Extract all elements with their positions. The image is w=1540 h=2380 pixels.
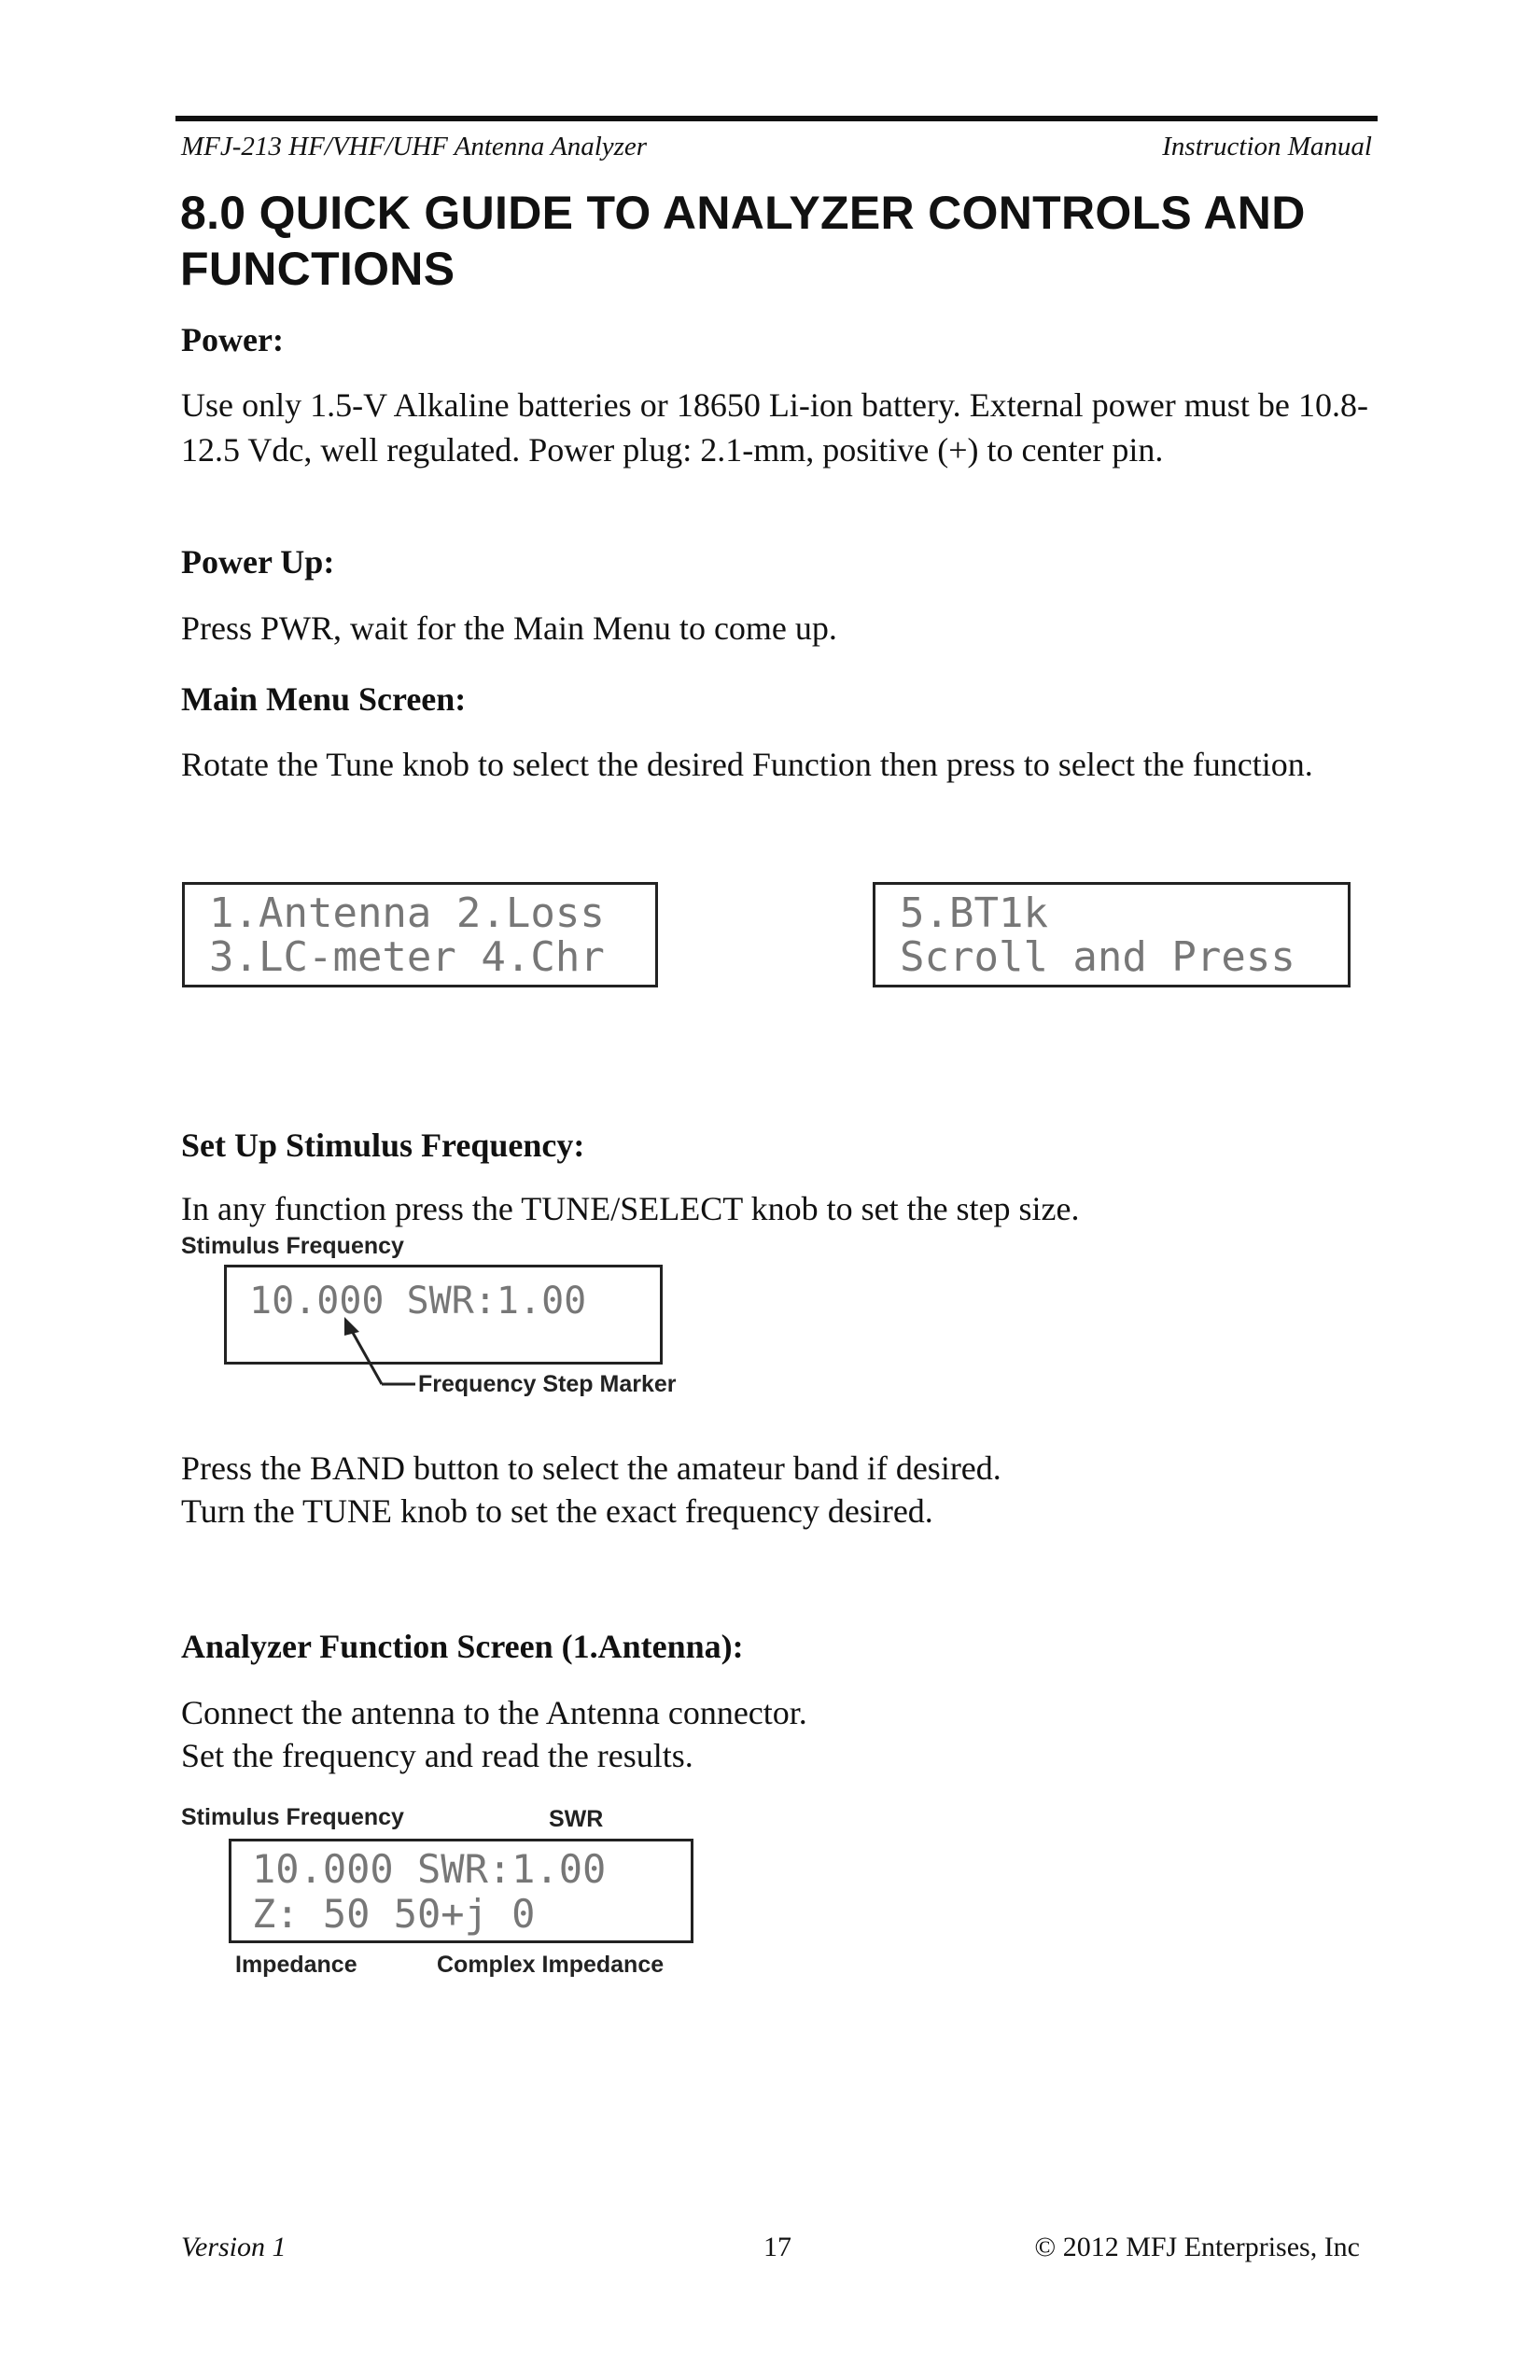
lcd-line: Scroll and Press [900, 933, 1295, 981]
lcd-line: Z: 50 50+j 0 [252, 1891, 536, 1937]
header-manual-title: MFJ-213 HF/VHF/UHF Antenna Analyzer [181, 132, 648, 161]
power-up-text: Press PWR, wait for the Main Menu to come up. [181, 609, 837, 647]
lcd-main-menu-page1 [182, 882, 658, 987]
main-menu-text: Rotate the Tune knob to select the desired Function then press to select the function. [181, 746, 1313, 783]
power-text: Use only 1.5-V Alkaline batteries or 18650 Li-ion battery. External power must be 10.8-12.5 Vdc, well regulated. Power plug: 2.1-mm, positive (+) to center pin. [181, 386, 1368, 469]
stimulus-frequency-label: Stimulus Frequency [181, 1233, 404, 1259]
complex-impedance-label: Complex Impedance [437, 1952, 665, 1978]
page-number: 17 [763, 2232, 791, 2262]
stimulus-text: In any function press the TUNE/SELECT knob to set the step size. [181, 1190, 1080, 1227]
impedance-label: Impedance [235, 1952, 357, 1978]
analyzer-connect-instruction: Connect the antenna to the Antenna connector. [181, 1694, 807, 1731]
lcd-stimulus-frequency [224, 1265, 663, 1365]
stimulus-tune-instruction: Turn the TUNE knob to set the exact frequency desired. [181, 1492, 933, 1530]
stimulus-heading: Set Up Stimulus Frequency: [181, 1127, 585, 1164]
lcd-main-menu-page2 [873, 882, 1351, 987]
analyzer-heading: Analyzer Function Screen (1.Antenna): [181, 1628, 744, 1665]
analyzer-swr-label: SWR [549, 1806, 604, 1832]
lcd-line: 10.000 SWR:1.00 [252, 1846, 607, 1892]
header-document-type: Instruction Manual [1162, 132, 1372, 161]
lcd-line: 5.BT1k [900, 889, 1048, 937]
footer-copyright: © 2012 MFJ Enterprises, Inc [1034, 2232, 1360, 2262]
header-rule [175, 116, 1378, 121]
power-heading: Power: [181, 321, 284, 358]
section-title: 8.0 QUICK GUIDE TO ANALYZER CONTROLS AND FUNCTIONS [180, 187, 1306, 295]
main-menu-heading: Main Menu Screen: [181, 680, 467, 718]
stimulus-band-instruction: Press the BAND button to select the amateur band if desired. [181, 1449, 1001, 1487]
analyzer-stimulus-frequency-label: Stimulus Frequency [181, 1804, 404, 1830]
frequency-step-marker-label: Frequency Step Marker [418, 1371, 677, 1397]
lcd-analyzer-function [229, 1839, 693, 1943]
frequency-step-marker-arrow [331, 1311, 425, 1395]
analyzer-read-instruction: Set the frequency and read the results. [181, 1737, 693, 1774]
power-up-heading: Power Up: [181, 543, 335, 581]
lcd-line: 1.Antenna 2.Loss [209, 889, 605, 937]
footer-version: Version 1 [181, 2232, 287, 2262]
lcd-line: 3.LC-meter 4.Chr [209, 933, 605, 981]
lcd-line: 10.000 SWR:1.00 [249, 1280, 587, 1323]
